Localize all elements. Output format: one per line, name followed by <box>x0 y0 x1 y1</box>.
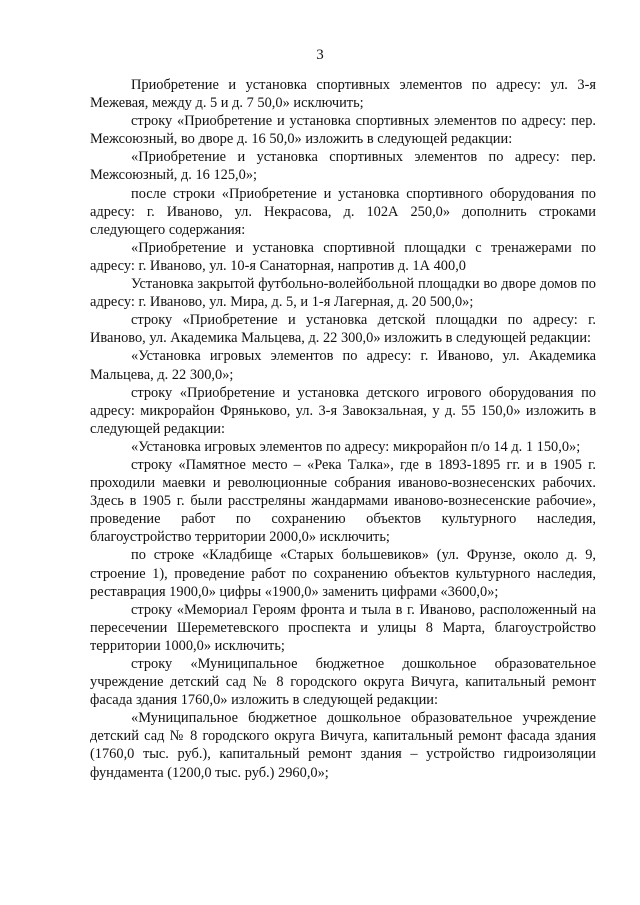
paragraph-13: строку «Мемориал Героям фронта и тыла в г. Иваново, расположенный на пересечении Шереметевского проспекта и улицы 8 Марта, благоустройство территории 1000,0» исключить; <box>90 601 596 654</box>
paragraph-6: Установка закрытой футбольно-волейбольной площадки во дворе домов по адресу: г. Иваново, ул. Мира, д. 5, и 1-я Лагерная, д. 20 500,0»; <box>90 276 596 311</box>
paragraph-15: «Муниципальное бюджетное дошкольное образовательное учреждение детский сад № 8 городского округа Вичуга, капитальный ремонт фасада здания (1760,0 тыс. руб.), капитальный ремонт здания – устройство гидроизоляции фундамента (1200,0 тыс. руб.) 2960,0»; <box>90 710 596 781</box>
paragraph-2: строку «Приобретение и установка спортивных элементов по адресу: пер. Межсоюзный, во дворе д. 16 50,0» изложить в следующей редакции: <box>90 113 596 148</box>
paragraph-8: «Установка игровых элементов по адресу: г. Иваново, ул. Академика Мальцева, д. 22 300,0»; <box>90 348 596 383</box>
paragraph-10: «Установка игровых элементов по адресу: микрорайон п/о 14 д. 1 150,0»; <box>131 438 581 455</box>
paragraph-7: строку «Приобретение и установка детской площадки по адресу: г. Иваново, ул. Академика Мальцева, д. 22 300,0» изложить в следующей редакции: <box>90 312 596 347</box>
document-body <box>90 76 596 782</box>
paragraph-14: строку «Муниципальное бюджетное дошкольное образовательное учреждение детский сад № 8 городского округа Вичуга, капитальный ремонт фасада здания 1760,0» изложить в следующей редакции: <box>90 656 596 709</box>
page-number: 3 <box>316 47 324 63</box>
paragraph-3: «Приобретение и установка спортивных элементов по адресу: пер. Межсоюзный, д. 16 125,0»; <box>90 149 596 184</box>
paragraph-1: Приобретение и установка спортивных элементов по адресу: ул. 3-я Межевая, между д. 5 и д. 7 50,0» исключить; <box>90 77 596 112</box>
paragraph-9: строку «Приобретение и установка детского игрового оборудования по адресу: микрорайон Фряньково, ул. 3-я Завокзальная, у д. 55 150,0» изложить в следующей редакции: <box>90 384 596 437</box>
paragraph-11: строку «Памятное место – «Река Талка», где в 1893-1895 гг. и в 1905 г. проходили маевки и революционные собрания иваново-вознесенских рабочих. Здесь в 1905 г. были расстреляны жандармами иваново-вознесенские рабочие», проведение работ по сохранению объектов культурного наследия, благоустройство территории 2000,0» исключить; <box>90 456 596 546</box>
paragraph-12: по строке «Кладбище «Старых большевиков» (ул. Фрунзе, около д. 9, строение 1), проведение работ по сохранению объектов культурного наследия, реставрация 1900,0» цифры «1900,0» заменить цифрами «3600,0»; <box>90 547 596 600</box>
paragraph-5: «Приобретение и установка спортивной площадки с тренажерами по адресу: г. Иваново, ул. 10-я Санаторная, напротив д. 1А 400,0 <box>90 239 596 274</box>
paragraph-4: после строки «Приобретение и установка спортивного оборудования по адресу: г. Иваново, ул. Некрасова, д. 102А 250,0» дополнить строками следующего содержания: <box>90 185 596 238</box>
